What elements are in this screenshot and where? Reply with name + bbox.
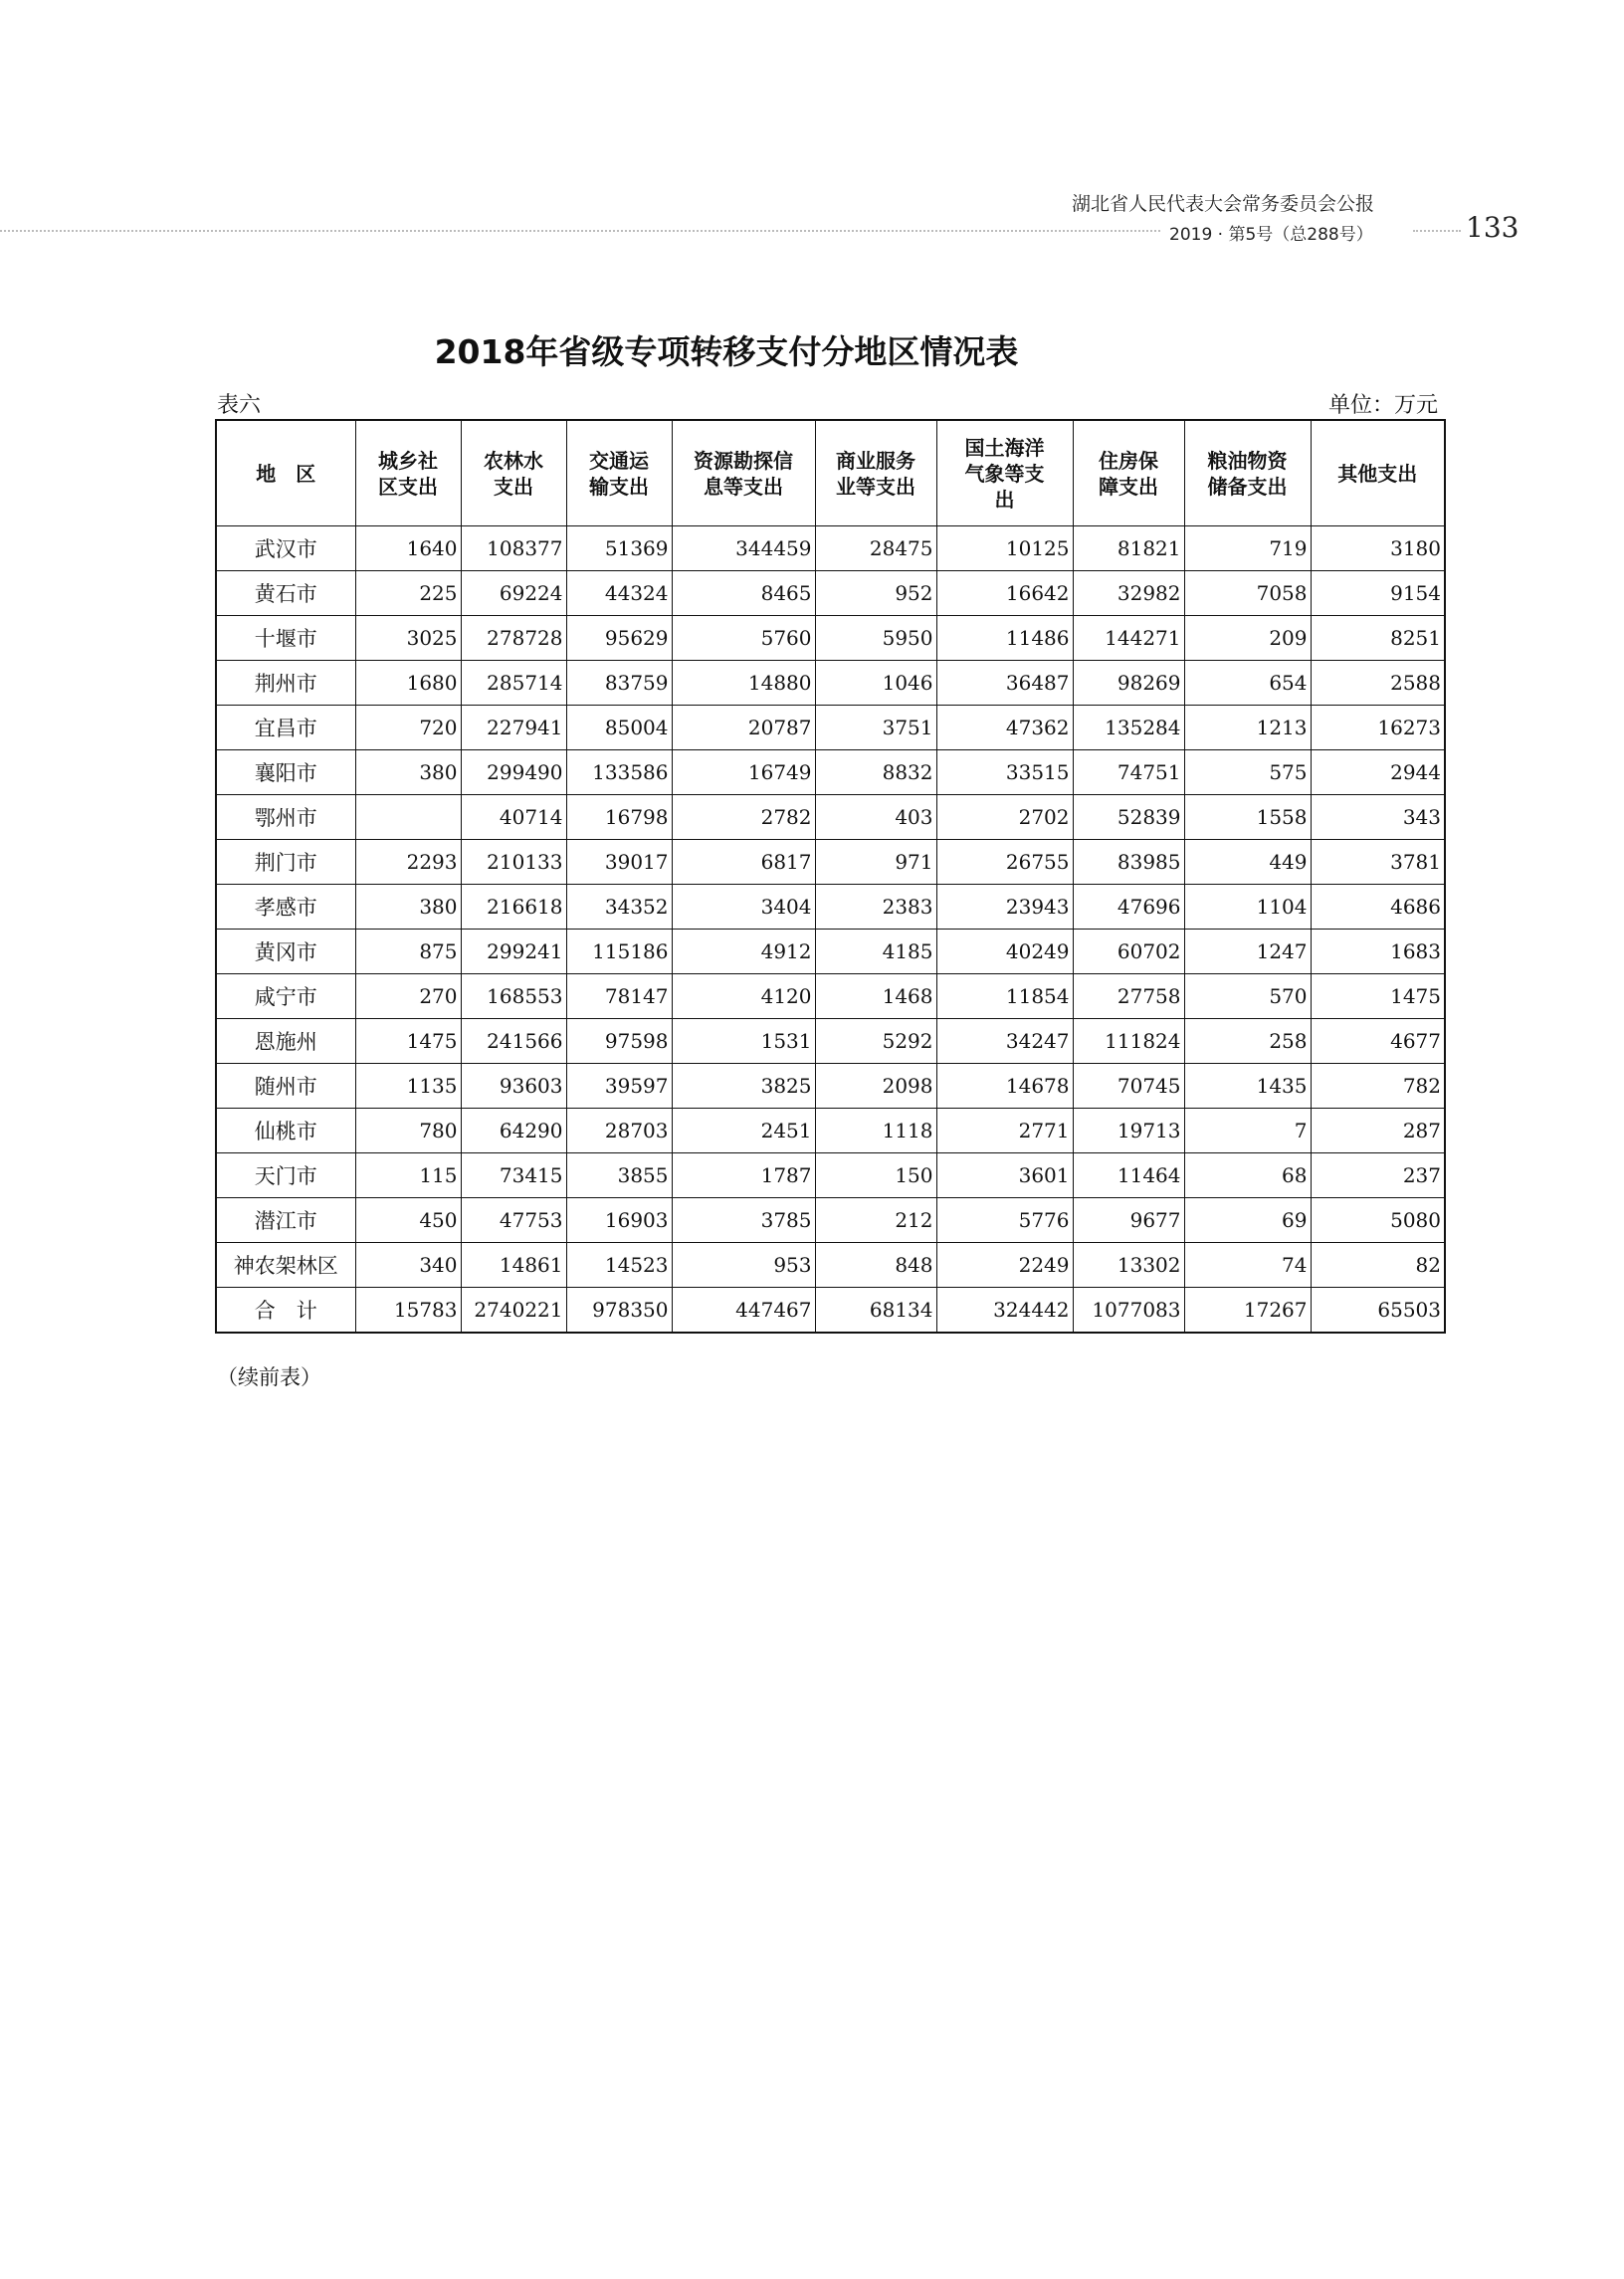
value-cell: 73415 (461, 1153, 566, 1198)
value-cell: 16273 (1311, 706, 1445, 750)
value-cell: 1247 (1184, 930, 1311, 974)
table-row (216, 526, 1445, 571)
column-header-line: 农林水 (484, 448, 543, 473)
column-header-line: 输支出 (589, 474, 649, 499)
value-cell: 11464 (1073, 1153, 1184, 1198)
value-cell: 34352 (566, 885, 672, 930)
value-cell: 15783 (355, 1288, 461, 1334)
value-cell: 83985 (1073, 840, 1184, 885)
column-header-line: 障支出 (1099, 474, 1158, 499)
value-cell (355, 795, 461, 840)
value-cell: 2588 (1311, 661, 1445, 706)
value-cell: 69224 (461, 571, 566, 616)
value-cell: 299490 (461, 750, 566, 795)
value-cell: 3785 (672, 1198, 815, 1243)
table-row (216, 885, 1445, 930)
value-cell: 1680 (355, 661, 461, 706)
value-cell: 10125 (936, 526, 1073, 571)
region-cell: 荆州市 (216, 661, 355, 706)
value-cell: 258 (1184, 1019, 1311, 1064)
column-header-line: 支出 (494, 474, 533, 499)
value-cell: 85004 (566, 706, 672, 750)
column-header-line: 资源勘探信 (694, 448, 793, 473)
value-cell: 69 (1184, 1198, 1311, 1243)
value-cell: 780 (355, 1109, 461, 1153)
region-cell: 潜江市 (216, 1198, 355, 1243)
value-cell: 47362 (936, 706, 1073, 750)
value-cell: 344459 (672, 526, 815, 571)
value-cell: 51369 (566, 526, 672, 571)
value-cell: 168553 (461, 974, 566, 1019)
value-cell: 1475 (355, 1019, 461, 1064)
value-cell: 782 (1311, 1064, 1445, 1109)
header-divider (0, 230, 1160, 232)
value-cell: 1118 (815, 1109, 936, 1153)
value-cell: 1213 (1184, 706, 1311, 750)
column-header (1311, 420, 1445, 526)
value-cell: 1435 (1184, 1064, 1311, 1109)
value-cell: 2383 (815, 885, 936, 930)
value-cell: 2944 (1311, 750, 1445, 795)
value-cell: 209 (1184, 616, 1311, 661)
table-body (216, 526, 1445, 1334)
value-cell: 40249 (936, 930, 1073, 974)
value-cell: 19713 (1073, 1109, 1184, 1153)
value-cell: 4120 (672, 974, 815, 1019)
column-header-line: 气象等支 (964, 461, 1045, 486)
table-row (216, 1109, 1445, 1153)
column-header-line: 交通运 (589, 448, 649, 473)
value-cell: 14861 (461, 1243, 566, 1288)
value-cell: 133586 (566, 750, 672, 795)
value-cell: 1135 (355, 1064, 461, 1109)
value-cell: 324442 (936, 1288, 1073, 1334)
table-row (216, 1153, 1445, 1198)
region-cell: 仙桃市 (216, 1109, 355, 1153)
value-cell: 212 (815, 1198, 936, 1243)
value-cell: 971 (815, 840, 936, 885)
value-cell: 952 (815, 571, 936, 616)
value-cell: 16798 (566, 795, 672, 840)
table-row (216, 840, 1445, 885)
value-cell: 7 (1184, 1109, 1311, 1153)
region-cell: 神农架林区 (216, 1243, 355, 1288)
value-cell: 2293 (355, 840, 461, 885)
value-cell: 83759 (566, 661, 672, 706)
value-cell: 115186 (566, 930, 672, 974)
value-cell: 654 (1184, 661, 1311, 706)
value-cell: 8832 (815, 750, 936, 795)
region-cell: 武汉市 (216, 526, 355, 571)
value-cell: 3751 (815, 706, 936, 750)
table-row (216, 974, 1445, 1019)
column-header (216, 420, 355, 526)
value-cell: 111824 (1073, 1019, 1184, 1064)
value-cell: 1558 (1184, 795, 1311, 840)
value-cell: 2782 (672, 795, 815, 840)
table-row (216, 750, 1445, 795)
value-cell: 40714 (461, 795, 566, 840)
region-cell: 襄阳市 (216, 750, 355, 795)
value-cell: 9154 (1311, 571, 1445, 616)
value-cell: 5292 (815, 1019, 936, 1064)
value-cell: 3180 (1311, 526, 1445, 571)
value-cell: 4185 (815, 930, 936, 974)
region-cell: 十堰市 (216, 616, 355, 661)
column-header (461, 420, 566, 526)
value-cell: 135284 (1073, 706, 1184, 750)
column-header (1073, 420, 1184, 526)
value-cell: 23943 (936, 885, 1073, 930)
value-cell: 3781 (1311, 840, 1445, 885)
value-cell: 4677 (1311, 1019, 1445, 1064)
value-cell: 5950 (815, 616, 936, 661)
column-header (672, 420, 815, 526)
value-cell: 36487 (936, 661, 1073, 706)
table-row (216, 571, 1445, 616)
value-cell: 450 (355, 1198, 461, 1243)
unit-label: 单位：万元 (1327, 393, 1438, 418)
value-cell: 380 (355, 750, 461, 795)
region-cell: 黄冈市 (216, 930, 355, 974)
header-divider-short (1413, 230, 1461, 232)
region-cell: 天门市 (216, 1153, 355, 1198)
page-number: 133 (1466, 211, 1520, 244)
region-cell: 合 计 (216, 1288, 355, 1334)
value-cell: 2702 (936, 795, 1073, 840)
value-cell: 225 (355, 571, 461, 616)
region-cell: 恩施州 (216, 1019, 355, 1064)
value-cell: 978350 (566, 1288, 672, 1334)
value-cell: 39017 (566, 840, 672, 885)
value-cell: 44324 (566, 571, 672, 616)
value-cell: 575 (1184, 750, 1311, 795)
region-cell: 孝感市 (216, 885, 355, 930)
value-cell: 2249 (936, 1243, 1073, 1288)
value-cell: 3825 (672, 1064, 815, 1109)
value-cell: 33515 (936, 750, 1073, 795)
value-cell: 74751 (1073, 750, 1184, 795)
region-cell: 宜昌市 (216, 706, 355, 750)
value-cell: 95629 (566, 616, 672, 661)
publication-name: 湖北省人民代表大会常务委员会公报 (1072, 193, 1375, 215)
value-cell: 3601 (936, 1153, 1073, 1198)
value-cell: 74 (1184, 1243, 1311, 1288)
value-cell: 81821 (1073, 526, 1184, 571)
value-cell: 93603 (461, 1064, 566, 1109)
value-cell: 20787 (672, 706, 815, 750)
transfer-payment-table (215, 419, 1446, 1334)
value-cell: 5760 (672, 616, 815, 661)
column-header (815, 420, 936, 526)
value-cell: 1046 (815, 661, 936, 706)
table-row (216, 1198, 1445, 1243)
value-cell: 4912 (672, 930, 815, 974)
column-header-line: 国土海洋 (964, 435, 1045, 460)
value-cell: 98269 (1073, 661, 1184, 706)
value-cell: 150 (815, 1153, 936, 1198)
value-cell: 720 (355, 706, 461, 750)
value-cell: 340 (355, 1243, 461, 1288)
continuation-note: （续前表） (217, 1365, 321, 1389)
value-cell: 1077083 (1073, 1288, 1184, 1334)
value-cell: 3025 (355, 616, 461, 661)
value-cell: 28703 (566, 1109, 672, 1153)
value-cell: 52839 (1073, 795, 1184, 840)
column-header (1184, 420, 1311, 526)
value-cell: 14880 (672, 661, 815, 706)
value-cell: 1531 (672, 1019, 815, 1064)
value-cell: 115 (355, 1153, 461, 1198)
value-cell: 27758 (1073, 974, 1184, 1019)
value-cell: 5080 (1311, 1198, 1445, 1243)
value-cell: 64290 (461, 1109, 566, 1153)
column-header (566, 420, 672, 526)
value-cell: 14678 (936, 1064, 1073, 1109)
column-header (355, 420, 461, 526)
table-row (216, 1243, 1445, 1288)
value-cell: 28475 (815, 526, 936, 571)
value-cell: 447467 (672, 1288, 815, 1334)
table-row (216, 1019, 1445, 1064)
issue-number: 2019 · 第5号（总288号） (1169, 225, 1373, 245)
value-cell: 8251 (1311, 616, 1445, 661)
value-cell: 8465 (672, 571, 815, 616)
value-cell: 13302 (1073, 1243, 1184, 1288)
value-cell: 17267 (1184, 1288, 1311, 1334)
value-cell: 7058 (1184, 571, 1311, 616)
column-header-line: 商业服务 (836, 448, 915, 473)
table-label: 表六 (217, 393, 262, 418)
value-cell: 3404 (672, 885, 815, 930)
table-row (216, 1064, 1445, 1109)
value-cell: 39597 (566, 1064, 672, 1109)
value-cell: 1104 (1184, 885, 1311, 930)
table-row (216, 661, 1445, 706)
value-cell: 403 (815, 795, 936, 840)
table-row (216, 616, 1445, 661)
value-cell: 278728 (461, 616, 566, 661)
value-cell: 16903 (566, 1198, 672, 1243)
value-cell: 144271 (1073, 616, 1184, 661)
value-cell: 9677 (1073, 1198, 1184, 1243)
value-cell: 68134 (815, 1288, 936, 1334)
value-cell: 216618 (461, 885, 566, 930)
value-cell: 2098 (815, 1064, 936, 1109)
value-cell: 1787 (672, 1153, 815, 1198)
value-cell: 65503 (1311, 1288, 1445, 1334)
value-cell: 210133 (461, 840, 566, 885)
value-cell: 11854 (936, 974, 1073, 1019)
value-cell: 4686 (1311, 885, 1445, 930)
table-title: 2018年省级专项转移支付分地区情况表 (434, 332, 1019, 371)
value-cell: 68 (1184, 1153, 1311, 1198)
column-header-line: 城乡社 (378, 448, 438, 473)
value-cell: 1468 (815, 974, 936, 1019)
value-cell: 270 (355, 974, 461, 1019)
column-header-line: 区支出 (378, 474, 438, 499)
value-cell: 16749 (672, 750, 815, 795)
value-cell: 3855 (566, 1153, 672, 1198)
value-cell: 848 (815, 1243, 936, 1288)
region-cell: 鄂州市 (216, 795, 355, 840)
value-cell: 6817 (672, 840, 815, 885)
value-cell: 719 (1184, 526, 1311, 571)
value-cell: 1640 (355, 526, 461, 571)
value-cell: 449 (1184, 840, 1311, 885)
value-cell: 16642 (936, 571, 1073, 616)
value-cell: 570 (1184, 974, 1311, 1019)
value-cell: 108377 (461, 526, 566, 571)
region-cell: 随州市 (216, 1064, 355, 1109)
column-header (936, 420, 1073, 526)
column-header-line: 息等支出 (704, 474, 783, 499)
value-cell: 5776 (936, 1198, 1073, 1243)
value-cell: 875 (355, 930, 461, 974)
value-cell: 1683 (1311, 930, 1445, 974)
value-cell: 2771 (936, 1109, 1073, 1153)
region-cell: 咸宁市 (216, 974, 355, 1019)
value-cell: 14523 (566, 1243, 672, 1288)
column-header-line: 储备支出 (1207, 474, 1288, 499)
value-cell: 2740221 (461, 1288, 566, 1334)
column-header-line: 其他支出 (1337, 461, 1418, 486)
value-cell: 47696 (1073, 885, 1184, 930)
value-cell: 953 (672, 1243, 815, 1288)
table-header-row (216, 420, 1445, 526)
table-row (216, 930, 1445, 974)
value-cell: 285714 (461, 661, 566, 706)
value-cell: 70745 (1073, 1064, 1184, 1109)
value-cell: 2451 (672, 1109, 815, 1153)
value-cell: 241566 (461, 1019, 566, 1064)
value-cell: 82 (1311, 1243, 1445, 1288)
value-cell: 26755 (936, 840, 1073, 885)
value-cell: 60702 (1073, 930, 1184, 974)
column-header-line: 业等支出 (836, 474, 915, 499)
value-cell: 47753 (461, 1198, 566, 1243)
total-row (216, 1288, 1445, 1334)
region-cell: 黄石市 (216, 571, 355, 616)
value-cell: 299241 (461, 930, 566, 974)
value-cell: 11486 (936, 616, 1073, 661)
column-header-line: 住房保 (1099, 448, 1158, 473)
value-cell: 380 (355, 885, 461, 930)
table-row (216, 706, 1445, 750)
column-header-line: 粮油物资 (1207, 448, 1288, 473)
region-cell: 荆门市 (216, 840, 355, 885)
value-cell: 32982 (1073, 571, 1184, 616)
column-header-line: 地 区 (256, 461, 316, 486)
value-cell: 227941 (461, 706, 566, 750)
value-cell: 343 (1311, 795, 1445, 840)
value-cell: 1475 (1311, 974, 1445, 1019)
value-cell: 97598 (566, 1019, 672, 1064)
value-cell: 34247 (936, 1019, 1073, 1064)
value-cell: 78147 (566, 974, 672, 1019)
value-cell: 237 (1311, 1153, 1445, 1198)
column-header-line: 出 (994, 487, 1015, 512)
table-row (216, 795, 1445, 840)
value-cell: 287 (1311, 1109, 1445, 1153)
